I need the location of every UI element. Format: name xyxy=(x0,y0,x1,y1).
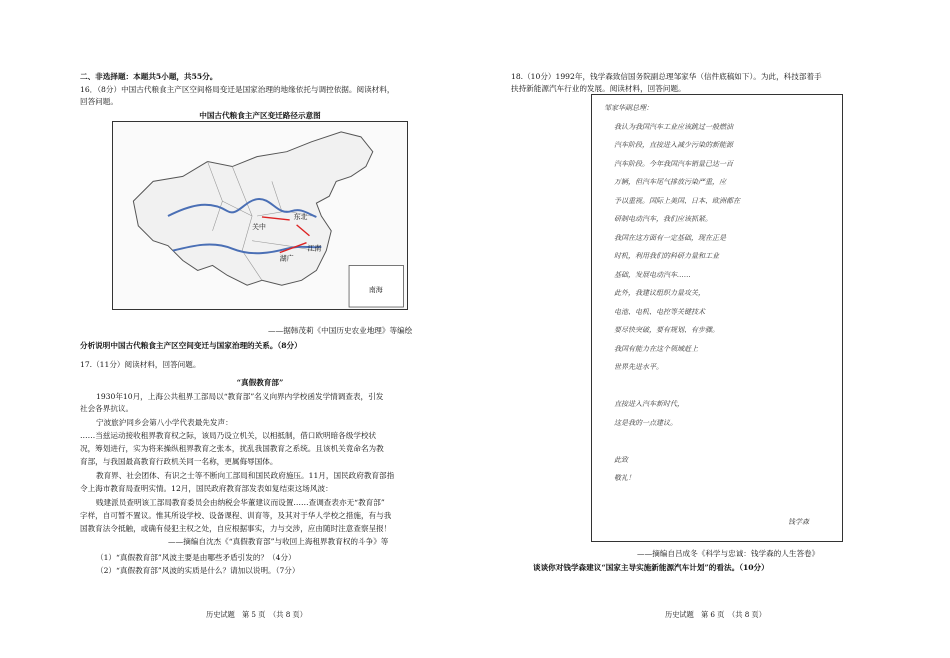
letter-line: 敬礼！ xyxy=(614,474,635,482)
label-nanhai: 南海 xyxy=(368,286,383,295)
q17-sub2: （2）“真假教育部”风波的实质是什么？请加以说明。（7分） xyxy=(96,566,300,575)
letter-line: 汽车阶段。今年我国汽车销量已达一百 xyxy=(614,159,733,168)
q17-para2-l2: 令上海市教育局查明实情。12月，国民政府教育部发表如复结束这场风波： xyxy=(80,484,333,493)
q17-quote-l4: 育部，与我国最高教育行政机关同一名称，更属侮辱国体。 xyxy=(80,457,278,466)
q16-source: ——据韩茂莉《中国历史农业地理》等编绘 xyxy=(268,326,413,335)
letter-line: 电池、电机、电控等关键技术 xyxy=(614,307,705,316)
letter-line: 这是我的一点建议。 xyxy=(614,418,677,427)
letter-line: 研制电动汽车，我们应该抓紧。 xyxy=(614,215,712,223)
letter-line: 汽车阶段，直接进入减少污染的新能源 xyxy=(614,141,733,149)
label-dongbei: 东北 xyxy=(293,212,308,221)
q17-intro: 17.（11分）阅读材料，回答问题。 xyxy=(80,360,201,369)
q18-line1: 18.（10分）1992年，钱学森致信国务院副总理邹家华（信件底稿如下）。为此，科技部着手 xyxy=(511,72,822,81)
letter-line: 世界先进水平。 xyxy=(614,363,663,371)
label-jiangnan: 江南 xyxy=(307,244,322,253)
letter-line: 我认为我国汽车工业应该跳过一般燃油 xyxy=(614,122,733,131)
q17-para3-l2: 字样，自可暂不置议。惟其所设学校、设备课程、训育等，及其对于华人学校之措施，有与我 xyxy=(80,511,392,520)
q18-line2: 扶持新能源汽车行业的发展。阅读材料，回答问题。 xyxy=(511,84,686,93)
q17-para1-l1: 1930年10月，上海公共租界工部局以“教育部”名义向界内学校函发学情调查表，引发 xyxy=(96,392,384,401)
q18-source: ——摘编自吕成冬《科学与忠诚：钱学森的人生答卷》 xyxy=(637,549,820,558)
map-title: 中国古代粮食主产区变迁路径示意图 xyxy=(199,111,321,120)
q16-line1: 16．（8分）中国古代粮食主产区空间格局变迁是国家治理的地缘依托与调控依据。阅读材料， xyxy=(80,85,395,94)
q17-para1-l2: 社会各界抗议。 xyxy=(80,404,134,413)
letter-signature: 钱学森 xyxy=(788,518,809,526)
q17-title: “真假教育部” xyxy=(236,378,284,387)
footer-left: 历史试题 第 5 页 （共 8 页） xyxy=(206,610,307,619)
label-guanzhong: 关中 xyxy=(252,222,266,231)
china-outline xyxy=(133,132,372,285)
q17-quote-l3: 况，筹划进行，实为将来操纵租界教育之张本，扰乱我国教育之系统。且该机关竟命名为教 xyxy=(80,444,384,453)
letter-line: 要尽快突破，要有规划、有步骤。 xyxy=(614,326,719,334)
letter-line: 我国在这方面有一定基础，现在正是 xyxy=(614,233,726,242)
letter-line: 基础，发展电动汽车…… xyxy=(614,270,691,279)
grain-region-map xyxy=(112,121,408,310)
q17-para3-l3: 国教育法令抵触，或确有侵犯主权之处，自应根据事实，力与交涉，应由随时注意查察呈报！ xyxy=(80,524,392,533)
handwritten-letter xyxy=(591,94,843,542)
q17-para2-l1: 教育界、社会团体、有识之士等不断向工部局和国民政府施压。11月，国民政府教育部指 xyxy=(96,471,395,480)
q17-quote-l2: ……当兹运动接收租界教育权之际，该局乃设立机关，以相抵制，借口欧明暗各级学校状 xyxy=(80,431,377,440)
letter-line: 邹家华副总理： xyxy=(604,104,653,112)
letter-line: 我国有能力在这个领域赶上 xyxy=(614,344,698,353)
letter-line: 时机，利用我们的科研力量和工业 xyxy=(614,252,719,260)
section-title: 二、非选择题：本题共5小题，共55分。 xyxy=(80,72,218,81)
q16-line2: 回答问题。 xyxy=(80,97,118,106)
q17-source: ——摘编自沈杰《“真假教育部”与收回上海租界教育权的斗争》等 xyxy=(168,537,389,546)
letter-line: 万辆，但汽车尾气排放污染严重，应 xyxy=(614,178,726,186)
letter-line: 予以重视。国际上美国、日本、欧洲都在 xyxy=(614,196,740,205)
china-map-svg xyxy=(113,122,407,309)
q17-para3-l1: 贱建派员查明该工部局教育委员会由纳税会华董建议而设置……查调查表亦无“教育部” xyxy=(96,498,385,507)
footer-right: 历史试题 第 6 页 （共 8 页） xyxy=(665,610,766,619)
label-huguang: 湖广 xyxy=(279,254,294,263)
letter-line: 此致 xyxy=(614,455,628,464)
q17-sub1: （1）“真假教育部”风波主要是由哪些矛盾引发的？（4分） xyxy=(96,553,296,562)
q16-question: 分析说明中国古代粮食主产区空间变迁与国家治理的关系。（8分） xyxy=(80,341,302,350)
q18-question: 谈谈你对钱学森建议“国家主导实施新能源汽车计划”的看法。（10分） xyxy=(533,563,769,572)
letter-line: 直接进入汽车新时代， xyxy=(614,400,684,408)
q17-quote-l1: 宁波旅沪同乡会第八小学代表最先发声： xyxy=(96,418,233,427)
letter-line: 此外，我建议组织力量攻关， xyxy=(614,289,705,297)
